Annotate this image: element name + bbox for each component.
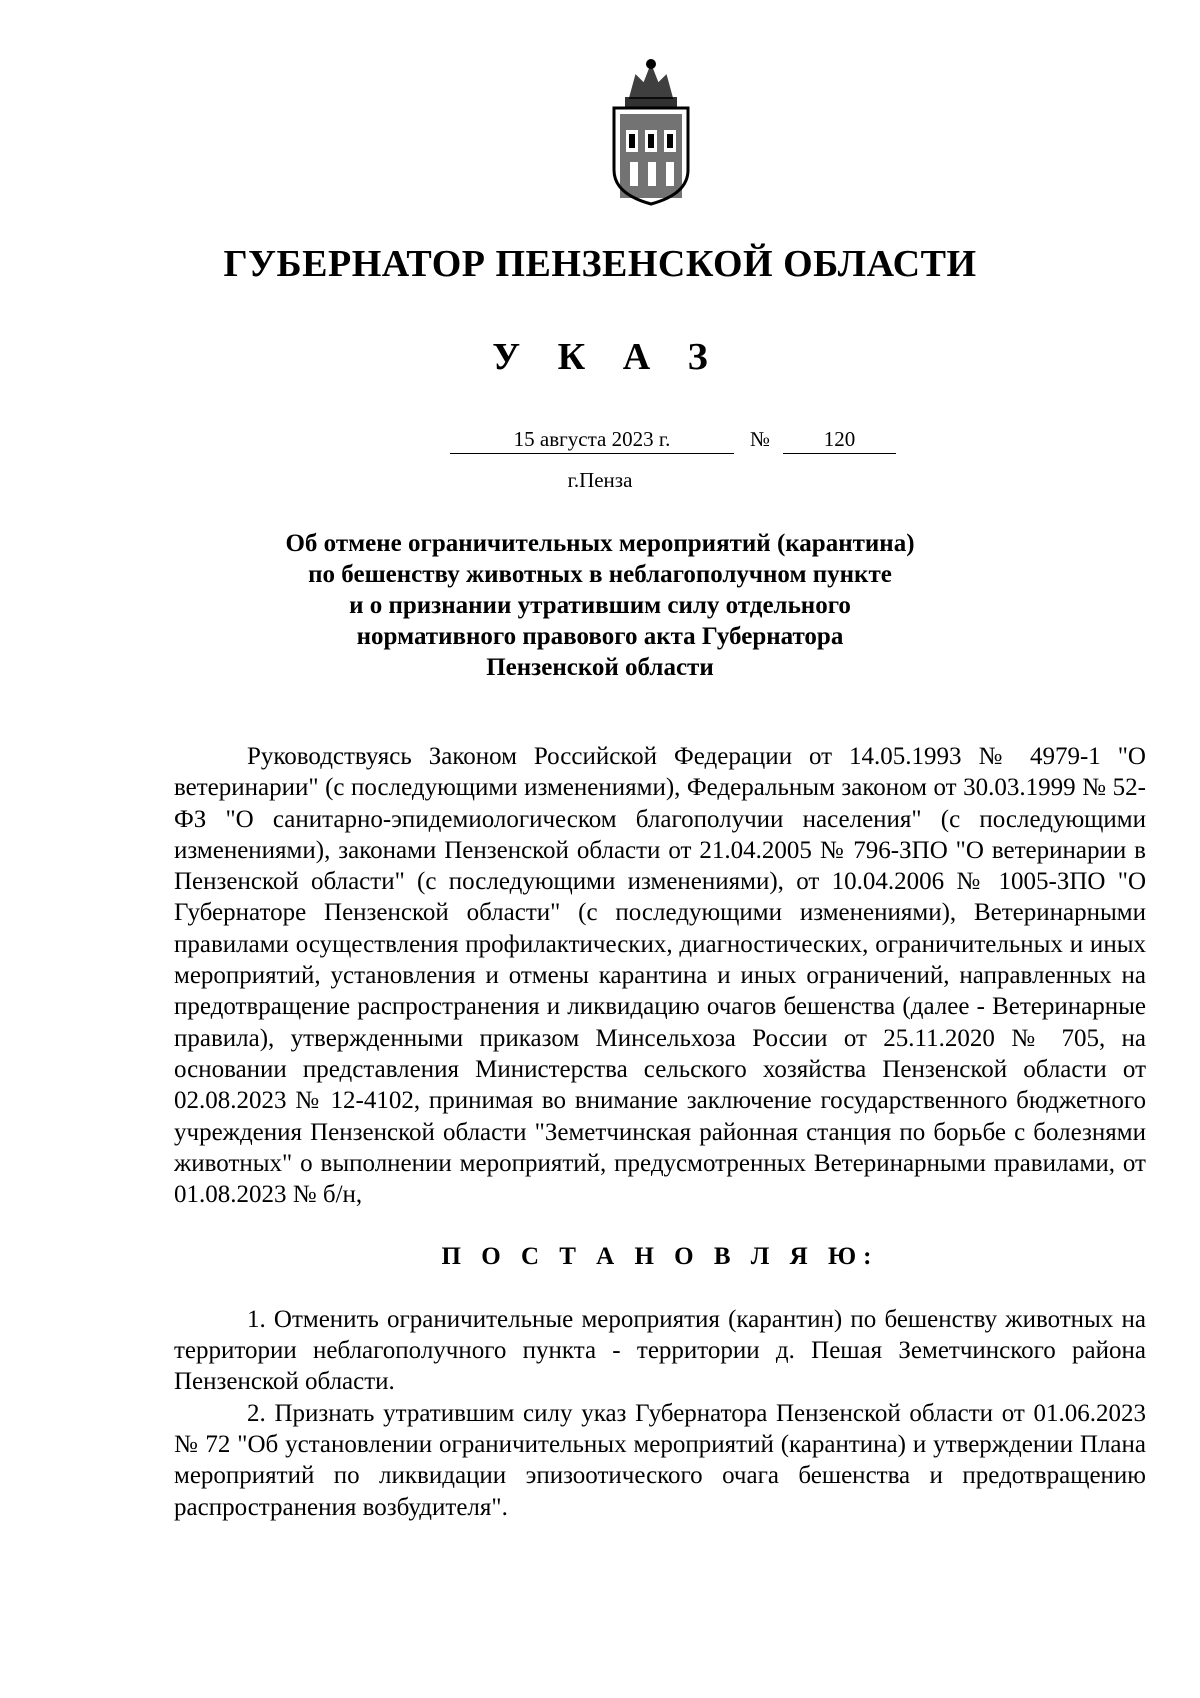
document-title bbox=[250, 528, 950, 683]
document-type: У К А З bbox=[492, 336, 722, 378]
title-line: Об отмене ограничительных мероприятий (карантина) bbox=[285, 530, 915, 557]
document-body bbox=[174, 741, 1146, 1523]
number-sign: № bbox=[750, 427, 771, 451]
issuing-authority: ГУБЕРНАТОР ПЕНЗЕНСКОЙ ОБЛАСТИ bbox=[223, 243, 977, 285]
preamble-paragraph: Руководствуясь Законом Российской Федерации от 14.05.1993 № 4979-1 "О ветеринарии" (с последующими изменениями), Федеральным законом от 30.03.1999 № 52-ФЗ "О санитарно-эпидемиологическом благополучии населения" (с последующими изменениями), законами Пензенской области от 21.04.2005 № 796-ЗПО "О ветеринарии в Пензенской области" (с последующими изменениями), от 10.04.2006 № 1005-ЗПО "О Губернаторе Пензенской области" (с последующими изменениями), Ветеринарными правилами осуществления профилактических, диагностических, ограничительных и иных мероприятий, установления и отмены карантина и иных ограничений, направленных на предотвращение распространения и ликвидацию очагов бешенства (далее - Ветеринарные правила), утвержденными приказом Минсельхоза России от 25.11.2020 № 705, на основании представления Министерства сельского хозяйства Пензенской области от 02.08.2023 № 12-4102, принимая во внимание заключение государственного бюджетного учреждения Пензенской области "Земетчинская районная станция по борьбе с болезнями животных" о выполнении мероприятий, предусмотренных Ветеринарными правилами, от 01.08.2023 № б/н, bbox=[174, 743, 1146, 1209]
title-line: и о признании утратившим силу отдельного bbox=[349, 592, 851, 619]
title-line: по бешенству животных в неблагополучном пункте bbox=[308, 561, 892, 588]
decree-item: 2. Признать утратившим силу указ Губернатора Пензенской области от 01.06.2023 № 72 "Об установлении ограничительных мероприятий (карантина) и утверждении Плана мероприятий по ликвидации эпизоотического очага бешенства и предотвращению распространения возбудителя". bbox=[174, 1399, 1146, 1521]
coat-of-arms-icon bbox=[608, 58, 694, 206]
document-date: 15 августа 2023 г. bbox=[450, 427, 734, 454]
document-number: 120 bbox=[783, 427, 896, 454]
document-city: г.Пенза bbox=[567, 468, 633, 492]
title-line: Пензенской области bbox=[486, 654, 714, 681]
decree-heading: П О С Т А Н О В Л Я Ю: bbox=[441, 1243, 879, 1271]
title-line: нормативного правового акта Губернатора bbox=[356, 623, 844, 650]
date-number-line bbox=[0, 427, 1200, 457]
decree-item: 1. Отменить ограничительные мероприятия (карантин) по бешенству животных на территории неблагополучного пункта - территории д. Пешая Земетчинского района Пензенской области. bbox=[174, 1305, 1146, 1396]
